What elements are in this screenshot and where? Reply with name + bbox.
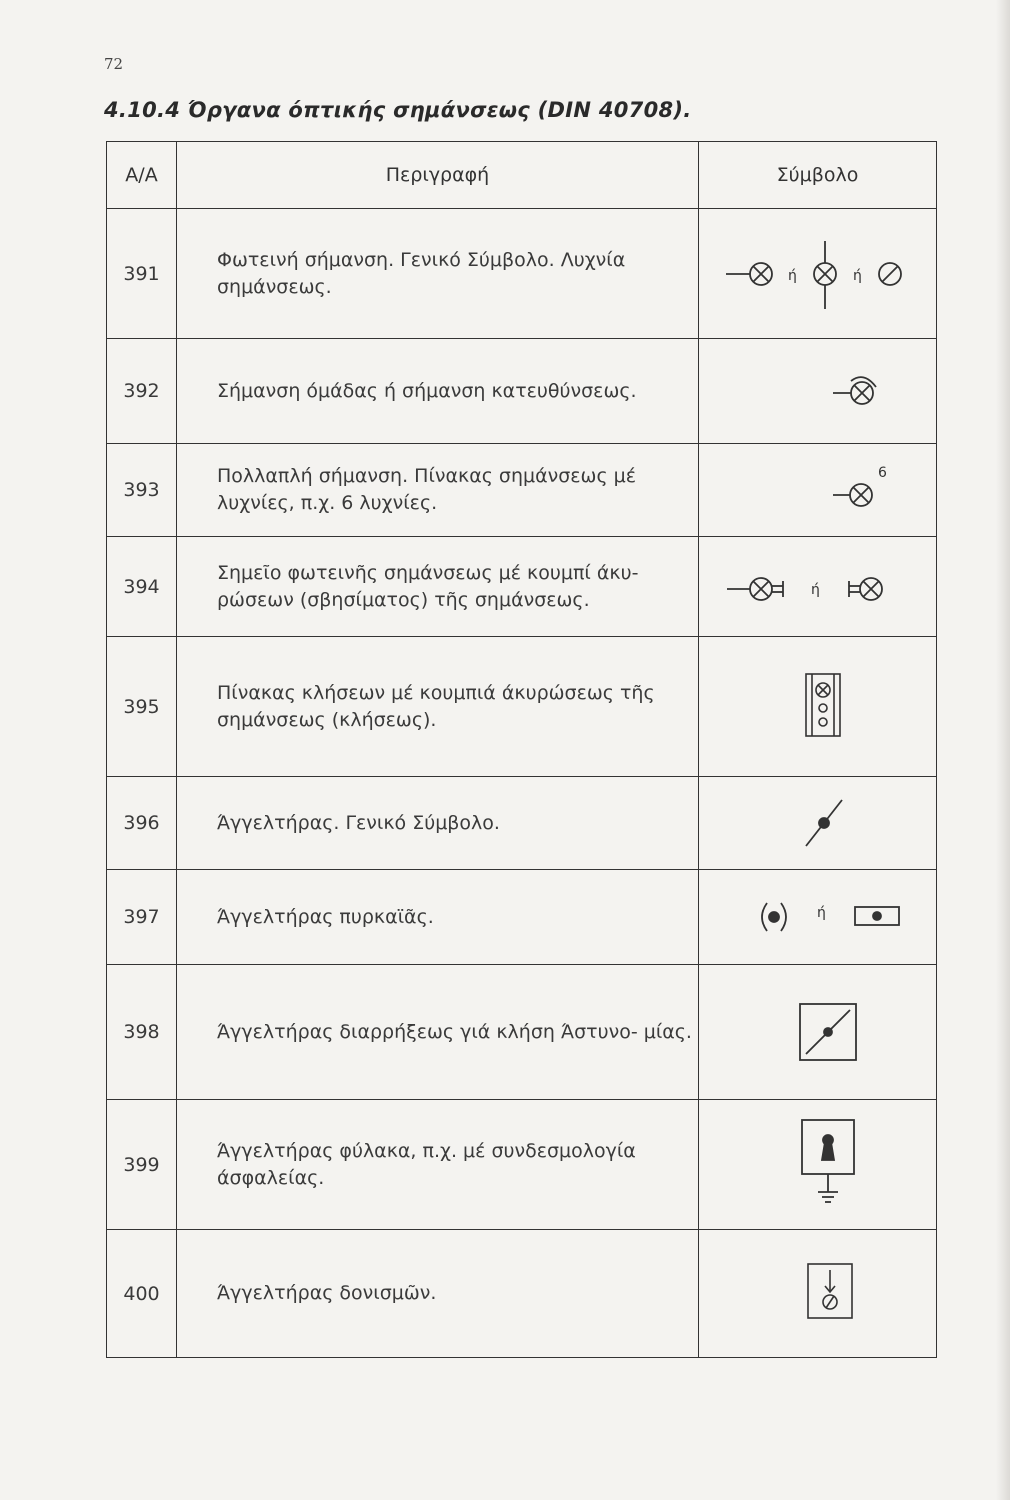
svg-text:ή: ή xyxy=(852,267,862,284)
fire-annunciator-icon xyxy=(713,887,923,947)
row-number: 395 xyxy=(107,637,177,777)
group-signal-lamp-icon xyxy=(718,361,918,421)
burglary-annunciator-icon xyxy=(718,992,918,1072)
row-number: 393 xyxy=(107,444,177,537)
row-description: Πίνακας κλήσεων μέ κουμπιά άκυρώσεως τῆς σημάνσεως (κλήσεως). xyxy=(177,637,699,777)
table-header-row xyxy=(107,142,937,209)
svg-text:6: 6 xyxy=(877,465,887,481)
row-description: Άγγελτήρας πυρκαϊᾶς. xyxy=(177,870,699,965)
table-row xyxy=(107,777,937,870)
section-title: 4.10.4 Όργανα όπτικής σημάνσεως (DIN 40708). xyxy=(104,98,692,122)
table-row xyxy=(107,965,937,1100)
table-row xyxy=(107,339,937,444)
row-number: 397 xyxy=(107,870,177,965)
header-symbol: Σύμβολο xyxy=(699,142,937,209)
svg-text:ή: ή xyxy=(810,581,820,598)
row-symbol xyxy=(699,870,937,965)
page-number: 72 xyxy=(104,55,124,73)
row-symbol xyxy=(699,537,937,637)
header-no: Α/Α xyxy=(107,142,177,209)
row-number: 394 xyxy=(107,537,177,637)
table-row xyxy=(107,870,937,965)
row-symbol xyxy=(699,777,937,870)
row-number: 391 xyxy=(107,209,177,339)
header-description: Περιγραφή xyxy=(177,142,699,209)
row-number: 400 xyxy=(107,1230,177,1358)
row-symbol xyxy=(699,1100,937,1230)
page-edge-shadow xyxy=(996,0,1010,1500)
call-panel-icon xyxy=(718,662,918,752)
signal-point-cancel-button-icon xyxy=(713,557,923,617)
table-row xyxy=(107,209,937,339)
row-description: Άγγελτήρας. Γενικό Σύμβολο. xyxy=(177,777,699,870)
row-description: Άγγελτήρας φύλακα, π.χ. μέ συνδεσμολογία άσφαλείας. xyxy=(177,1100,699,1230)
annunciator-icon xyxy=(718,788,918,858)
row-symbol xyxy=(699,444,937,537)
row-symbol xyxy=(699,209,937,339)
table-row xyxy=(107,637,937,777)
multiple-signal-lamp-icon xyxy=(718,455,918,525)
row-symbol xyxy=(699,965,937,1100)
row-symbol xyxy=(699,1230,937,1358)
row-number: 399 xyxy=(107,1100,177,1230)
row-description: Σήμανση όμάδας ή σήμανση κατευθύνσεως. xyxy=(177,339,699,444)
row-symbol xyxy=(699,339,937,444)
table-row xyxy=(107,537,937,637)
row-description: Πολλαπλή σήμανση. Πίνακας σημάνσεως μέ λυχνίες, π.χ. 6 λυχνίες. xyxy=(177,444,699,537)
row-description: Άγγελτήρας διαρρήξεως γιά κλήση Άστυνο- μίας. xyxy=(177,965,699,1100)
guard-annunciator-icon xyxy=(718,1110,918,1220)
row-number: 392 xyxy=(107,339,177,444)
row-description: Φωτεινή σήμανση. Γενικό Σύμβολο. Λυχνία σημάνσεως. xyxy=(177,209,699,339)
row-description: Σημεῖο φωτεινῆς σημάνσεως μέ κουμπί άκυ- ρώσεων (σβησίματος) τῆς σημάνσεως. xyxy=(177,537,699,637)
row-symbol xyxy=(699,637,937,777)
table-row xyxy=(107,444,937,537)
signal-lamp-icon xyxy=(718,229,918,319)
vibration-annunciator-icon xyxy=(718,1254,918,1334)
table-row xyxy=(107,1230,937,1358)
row-number: 398 xyxy=(107,965,177,1100)
svg-text:ή: ή xyxy=(816,905,826,921)
table-row xyxy=(107,1100,937,1230)
svg-text:ή: ή xyxy=(787,267,797,284)
row-description: Άγγελτήρας δονισμῶν. xyxy=(177,1230,699,1358)
row-number: 396 xyxy=(107,777,177,870)
symbols-table xyxy=(106,141,937,1358)
